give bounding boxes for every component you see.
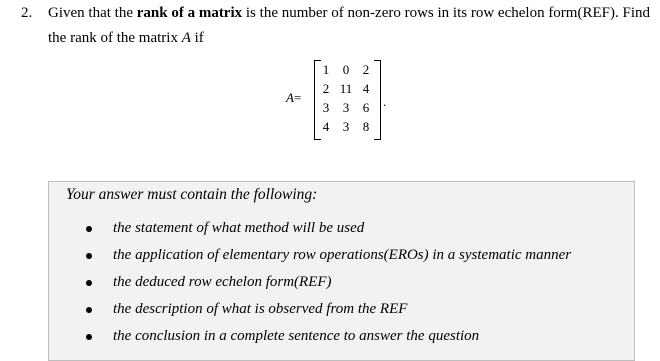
matrix-cell: 3 — [342, 119, 350, 134]
list-item-text: the statement of what method will be used — [113, 220, 365, 236]
matrix-cell: 3 — [322, 100, 330, 115]
matrix-name: A — [286, 90, 294, 105]
matrix-entries — [318, 61, 378, 136]
bullet-icon — [86, 226, 92, 232]
bullet-icon — [86, 334, 92, 340]
matrix-terminator: . — [383, 94, 387, 109]
question-line-2-prefix: the rank of the matrix — [48, 30, 182, 46]
list-item-text: the application of elementary row operations(EROs) in a systematic manner — [113, 247, 572, 263]
matrix-cell: 3 — [342, 100, 350, 115]
question-line-2-suffix: if — [190, 30, 204, 46]
matrix-cell: 0 — [342, 62, 350, 77]
rank-of-matrix-term: rank of a matrix — [136, 5, 243, 21]
matrix-a — [286, 56, 406, 140]
question-line-1-prefix: Given that the — [48, 5, 137, 21]
matrix-cell: 2 — [322, 81, 330, 96]
matrix-right-bracket — [374, 60, 381, 140]
list-item-text: the deduced row echelon form(REF) — [113, 274, 332, 290]
matrix-cell: 1 — [322, 62, 330, 77]
question-number: 2. — [21, 5, 33, 21]
matrix-equals: = — [293, 90, 302, 105]
bullet-icon — [86, 307, 92, 313]
matrix-cell: 2 — [362, 62, 370, 77]
question-line-1-suffix: is the number of non-zero rows in its row echelon form(REF). Find — [242, 5, 650, 21]
matrix-cell: 11 — [339, 81, 353, 96]
list-item-text: the description of what is observed from the REF — [113, 301, 408, 317]
answer-box-heading: Your answer must contain the following: — [66, 186, 318, 203]
matrix-cell: 4 — [362, 81, 370, 96]
bullet-icon — [86, 253, 92, 259]
matrix-cell: 8 — [362, 119, 370, 134]
list-item-text: the conclusion in a complete sentence to answer the question — [113, 328, 480, 344]
answer-requirements-box — [48, 181, 635, 361]
matrix-variable: A — [181, 30, 191, 46]
bullet-icon — [86, 280, 92, 286]
matrix-lhs — [286, 90, 301, 106]
question-line-2 — [48, 30, 204, 47]
question-line-1 — [48, 5, 650, 22]
matrix-cell: 6 — [362, 100, 370, 115]
matrix-cell: 4 — [322, 119, 330, 134]
